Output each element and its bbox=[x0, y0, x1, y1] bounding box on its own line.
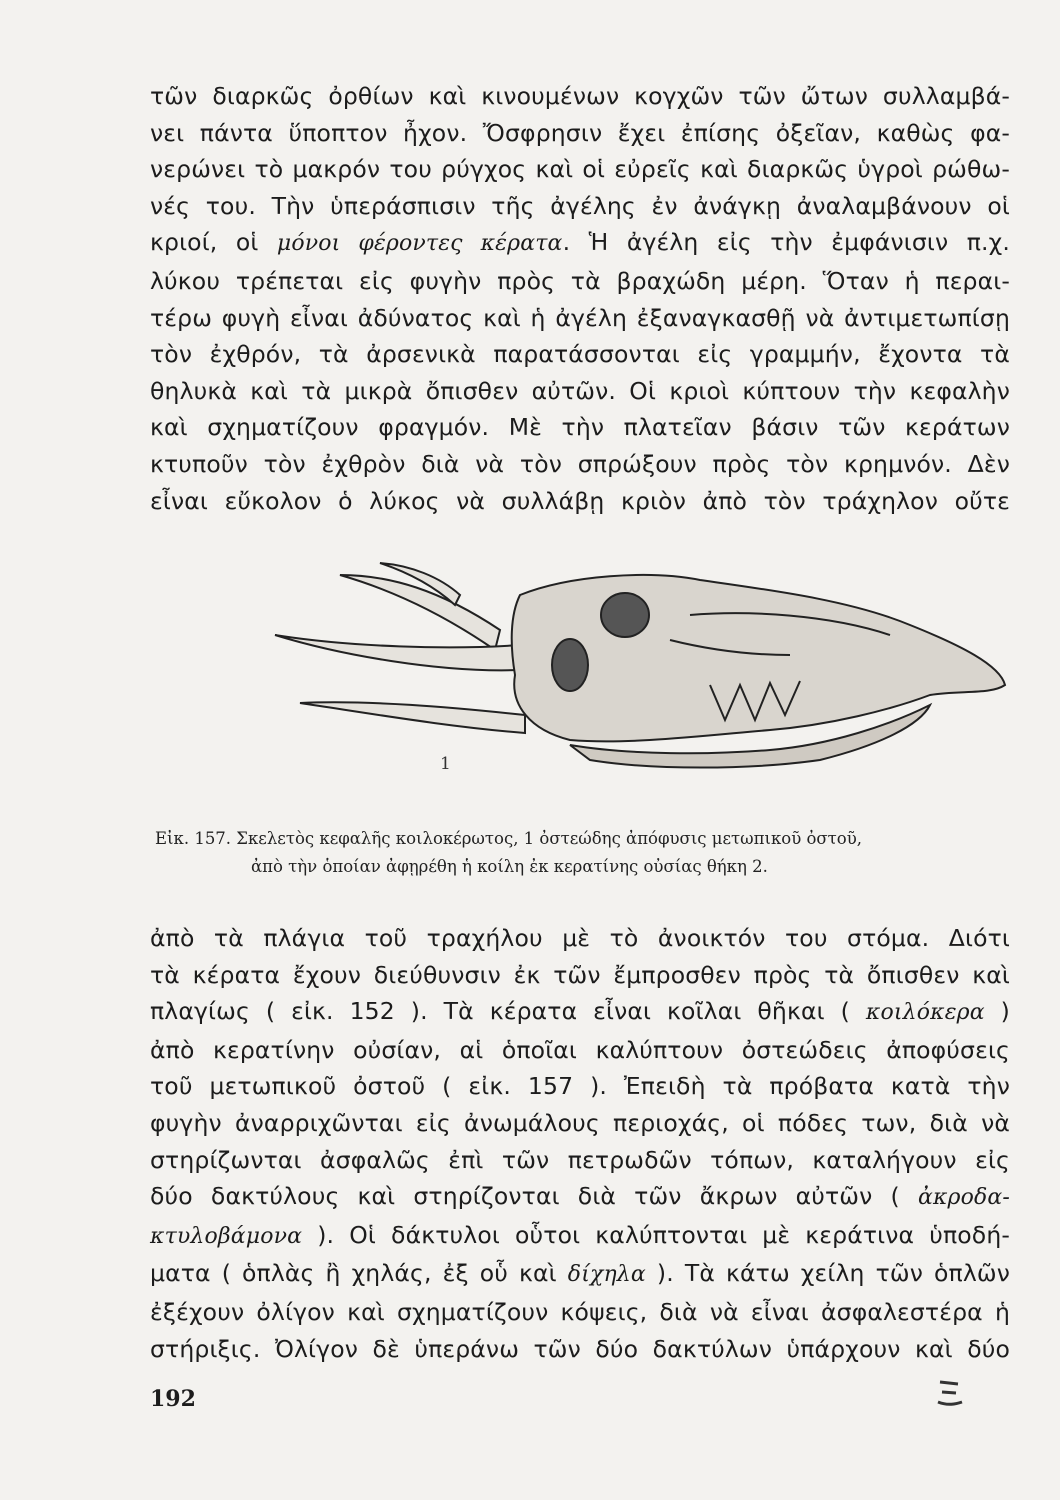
text-line: νει πάντα ὕποπτον ἦχον. Ὄσφρησιν ἔχει ἐπίσης ὀξεῖαν, καθὼς φα- bbox=[150, 118, 1010, 147]
figure-caption bbox=[155, 825, 1015, 881]
horn-sheath-drawing bbox=[300, 702, 525, 733]
caption-line: Εἰκ. 157. Σκελετὸς κεφαλῆς κοιλοκέρωτος, 1 ὀστεώδης ἀπόφυσις μετωπικοῦ ὀστοῦ, bbox=[155, 829, 863, 848]
italic-phrase: δίχηλα bbox=[567, 1262, 646, 1288]
text-line: στήριξις. Ὀλίγον δὲ ὑπεράνω τῶν δύο δακτύλων ὑπάρχουν καὶ δύο bbox=[150, 1334, 1010, 1363]
text-line: θηλυκὰ καὶ τὰ μικρὰ ὄπισθεν αὐτῶν. Οἱ κριοὶ κύπτουν τὴν κεφαλὴν bbox=[150, 376, 1010, 405]
text-line: ἐξέχουν ὀλίγον καὶ σχηματίζουν κόψεις, διὰ νὰ εἶναι ἀσφαλεστέρα ἡ bbox=[150, 1297, 1010, 1326]
text-line bbox=[150, 993, 1010, 1032]
text-line bbox=[150, 1217, 1010, 1256]
text-line bbox=[150, 1178, 1010, 1217]
text-line: τέρω φυγὴ εἶναι ἀδύνατος καὶ ἡ ἀγέλη ἐξαναγκασθῇ νὰ ἀντιμετωπίσῃ bbox=[150, 303, 1010, 332]
caption-line: ἀπὸ τὴν ὁποίαν ἀφῃρέθη ἡ κοίλη ἐκ κερατίνης οὐσίας θήκη 2. bbox=[251, 857, 768, 876]
text-line: τοῦ μετωπικοῦ ὀστοῦ ( εἰκ. 157 ). Ἐπειδὴ τὰ πρόβατα κατὰ τὴν bbox=[150, 1072, 1010, 1101]
text-line: τὸν ἐχθρόν, τὰ ἀρσενικὰ παρατάσσονται εἰς γραμμήν, ἔχοντα τὰ bbox=[150, 340, 1010, 369]
figure-label: 1 bbox=[440, 754, 451, 774]
page-number: 192 bbox=[150, 1386, 196, 1412]
text-run: δύο δακτύλους καὶ στηρίζονται διὰ τῶν ἄκρων αὐτῶν ( bbox=[150, 1182, 918, 1211]
italic-phrase: κοιλόκερα bbox=[865, 1000, 985, 1026]
italic-phrase: ἀκροδα- bbox=[917, 1185, 1010, 1211]
text-run: . Ἡ ἀγέλη εἰς τὴν ἐμφάνισιν π.χ. bbox=[562, 228, 1010, 257]
text-run: ) bbox=[984, 997, 1010, 1026]
italic-phrase: κτυλοβάμονα bbox=[150, 1223, 303, 1249]
paragraph-2 bbox=[150, 920, 1010, 1367]
text-run: ). Τὰ κάτω χείλη τῶν ὁπλῶν bbox=[645, 1259, 1011, 1288]
text-line: ἀπὸ κερατίνην οὐσίαν, αἱ ὁποῖαι καλύπτουν ὀστεώδεις ἀποφύσεις bbox=[150, 1035, 1010, 1064]
text-line: καὶ σχηματίζουν φραγμόν. Μὲ τὴν πλατεῖαν βάσιν τῶν κεράτων bbox=[150, 413, 1010, 442]
text-line: νερώνει τὸ μακρόν του ρύγχος καὶ οἱ εὐρεῖς καὶ διαρκῶς ὑγροὶ ρώθω- bbox=[150, 155, 1010, 184]
text-line: λύκου τρέπεται εἰς φυγὴν πρὸς τὰ βραχώδη μέρη. Ὅταν ἡ περαι- bbox=[150, 266, 1010, 295]
text-run: ματα ( ὁπλὰς ἢ χηλάς, ἐξ οὗ καὶ bbox=[150, 1259, 568, 1288]
text-run: πλαγίως ( εἰκ. 152 ). Τὰ κέρατα εἶναι κοῖλαι θῆκαι ( bbox=[150, 997, 866, 1026]
corner-mark-icon bbox=[930, 1372, 970, 1412]
text-line: ἀπὸ τὰ πλάγια τοῦ τραχήλου μὲ τὸ ἀνοικτόν του στόμα. Διότι bbox=[150, 924, 1010, 952]
text-line: νές του. Τὴν ὑπεράσπισιν τῆς ἀγέλης ἐν ἀνάγκῃ ἀναλαμβάνουν οἱ bbox=[150, 191, 1010, 220]
text-line bbox=[150, 1255, 1010, 1294]
text-line: τὰ κέρατα ἔχουν διεύθυνσιν ἐκ τῶν ἔμπροσθεν πρὸς τὰ ὄπισθεν καὶ bbox=[150, 960, 1010, 989]
text-line: τῶν διαρκῶς ὀρθίων καὶ κινουμένων κογχῶν τῶν ὤτων συλλαμβά- bbox=[150, 82, 1010, 110]
text-line bbox=[150, 224, 1010, 263]
text-run: ). Οἱ δάκτυλοι οὗτοι καλύπτονται μὲ κεράτινα ὑποδή- bbox=[302, 1220, 1010, 1249]
text-line: εἶναι εὔκολον ὁ λύκος νὰ συλλάβῃ κριὸν ἀπὸ τὸν τράχηλον οὔτε bbox=[150, 486, 1010, 515]
italic-phrase: μόνοι φέροντες κέρατα bbox=[276, 231, 563, 257]
text-line: στηρίζωνται ἀσφαλῶς ἐπὶ τῶν πετρωδῶν τόπων, καταλήγουν εἰς bbox=[150, 1145, 1010, 1174]
paragraph-1 bbox=[150, 78, 1010, 519]
text-line: φυγὴν ἀναρριχῶνται εἰς ἀνωμάλους περιοχάς, οἱ πόδες των, διὰ νὰ bbox=[150, 1108, 1010, 1137]
text-line: κτυποῦν τὸν ἐχθρὸν διὰ νὰ τὸν σπρώξουν πρὸς τὸν κρημνόν. Δὲν bbox=[150, 449, 1010, 478]
horn-core-drawing bbox=[275, 563, 520, 670]
skull-illustration bbox=[270, 555, 1010, 785]
text-run: κριοί, οἱ bbox=[150, 228, 277, 257]
